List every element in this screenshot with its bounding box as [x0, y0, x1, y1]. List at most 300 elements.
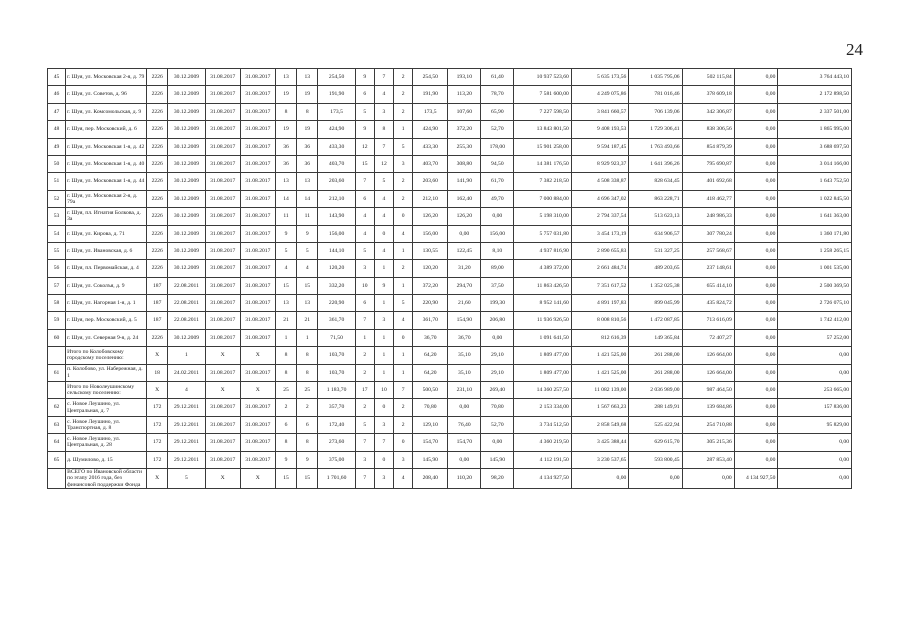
cell-decision-number: X — [147, 382, 168, 399]
cell-decision-date: 24.02.2011 — [168, 364, 205, 381]
cell-apartments-private: 3 — [374, 103, 393, 120]
cell-decision-date: 30.12.2009 — [168, 121, 205, 138]
cell-cost-other: 2 337 501,00 — [778, 103, 852, 120]
cell-address: д. Шумилово, д. 15 — [66, 451, 147, 468]
cell-area-relocated-private: 154,70 — [448, 434, 481, 451]
cell-area-relocated-municipal: 156,00 — [481, 225, 514, 242]
cell-apartments-private: 3 — [374, 468, 393, 488]
cell-cost-region: 1 763 493,66 — [629, 138, 682, 155]
cell-area-relocated-private: 372,20 — [448, 121, 481, 138]
cell-area-relocated-municipal: 29,10 — [481, 347, 514, 364]
cell-decision-date: 30.12.2009 — [168, 242, 205, 259]
cell-area-relocated-private: 76,40 — [448, 416, 481, 433]
cell-decision-date: 1 — [168, 347, 205, 364]
cell-residents-count: 36 — [275, 138, 296, 155]
cell-address: г. Шуя, ул. Нагорная 1-я, д. 1 — [66, 295, 147, 312]
cell-cost-other: 95 829,00 — [778, 416, 852, 433]
cell-area-relocated-private: 21,60 — [448, 295, 481, 312]
cell-cost-extra: 0,00 — [734, 416, 778, 433]
cell-row-number: 50 — [48, 155, 66, 172]
cell-decision-number: 2226 — [147, 121, 168, 138]
cell-area-relocated-private: 255,30 — [448, 138, 481, 155]
cell-area-relocated-municipal: 8,10 — [481, 242, 514, 259]
cell-cost-extra: 0,00 — [734, 312, 778, 329]
cell-planned-resettlement-date: X — [205, 347, 240, 364]
cell-actual-resettlement-date: 31.08.2017 — [240, 86, 275, 103]
cell-cost-region: 1 035 795,06 — [629, 69, 682, 86]
table-row — [48, 138, 852, 155]
cell-residents-count: 15 — [275, 277, 296, 294]
cell-area-relocated-private: 122,45 — [448, 242, 481, 259]
cell-area-relocated-municipal: 70,80 — [481, 399, 514, 416]
cell-actual-resettlement-date: 31.08.2017 — [240, 173, 275, 190]
cell-actual-resettlement-date: 31.08.2017 — [240, 225, 275, 242]
cell-row-number: 55 — [48, 242, 66, 259]
cell-decision-number: 2226 — [147, 242, 168, 259]
cell-residents-relocated: 8 — [297, 103, 318, 120]
cell-cost-fund: 11 082 139,00 — [571, 382, 629, 399]
cell-decision-number: 172 — [147, 451, 168, 468]
cell-cost-municipal: 257 568,67 — [682, 242, 734, 259]
cell-actual-resettlement-date: 31.08.2017 — [240, 121, 275, 138]
table-body — [48, 69, 852, 489]
cell-cost-total: 5 757 031,80 — [514, 225, 572, 242]
cell-actual-resettlement-date: 31.08.2017 — [240, 399, 275, 416]
cell-area-relocated-total: 64,20 — [413, 347, 448, 364]
table-subtotal-row — [48, 468, 852, 488]
cell-planned-resettlement-date: 31.08.2017 — [205, 173, 240, 190]
cell-cost-total: 7 382 218,50 — [514, 173, 572, 190]
cell-decision-date: 29.12.2011 — [168, 434, 205, 451]
cell-area-relocated-municipal: 78,70 — [481, 86, 514, 103]
cell-apartments-total: 15 — [355, 155, 374, 172]
cell-row-number — [48, 468, 66, 488]
cell-cost-extra: 0,00 — [734, 121, 778, 138]
cell-residents-relocated: 8 — [297, 347, 318, 364]
cell-cost-fund: 4 508 338,87 — [571, 173, 629, 190]
cell-cost-total: 4 389 372,00 — [514, 260, 572, 277]
cell-row-number: 64 — [48, 434, 66, 451]
cell-residents-relocated: 36 — [297, 138, 318, 155]
cell-cost-extra: 0,00 — [734, 86, 778, 103]
cell-area-relocated-municipal: 199,30 — [481, 295, 514, 312]
cell-actual-resettlement-date: 31.08.2017 — [240, 103, 275, 120]
cell-address: г. Шуя, ул. Ивановская, д. 6 — [66, 242, 147, 259]
cell-decision-date: 30.12.2009 — [168, 69, 205, 86]
cell-cost-region: 261 288,00 — [629, 347, 682, 364]
cell-address: с. Новое Леушино, ул. Транспортная, д. 8 — [66, 416, 147, 433]
cell-apartments-private: 7 — [374, 69, 393, 86]
cell-apartments-total: 5 — [355, 242, 374, 259]
cell-apartments-total: 9 — [355, 69, 374, 86]
cell-residents-relocated: 6 — [297, 416, 318, 433]
cell-planned-resettlement-date: 31.08.2017 — [205, 155, 240, 172]
cell-residents-relocated: 8 — [297, 364, 318, 381]
cell-area-relocated-municipal: 52,70 — [481, 121, 514, 138]
cell-cost-extra: 0,00 — [734, 277, 778, 294]
cell-actual-resettlement-date: X — [240, 468, 275, 488]
cell-apartments-total: 5 — [355, 103, 374, 120]
cell-cost-other: 1 643 752,50 — [778, 173, 852, 190]
cell-area-relocated-private: 154,90 — [448, 312, 481, 329]
cell-decision-number: 2226 — [147, 138, 168, 155]
cell-planned-resettlement-date: 31.08.2017 — [205, 295, 240, 312]
cell-cost-region: 1 641 396,26 — [629, 155, 682, 172]
cell-apartments-municipal: 4 — [394, 468, 413, 488]
cell-apartments-private: 0 — [374, 225, 393, 242]
cell-area-total: 143,90 — [318, 208, 355, 225]
cell-apartments-total: 10 — [355, 277, 374, 294]
cell-residents-count: 11 — [275, 208, 296, 225]
cell-apartments-municipal: 0 — [394, 434, 413, 451]
cell-planned-resettlement-date: 31.08.2017 — [205, 364, 240, 381]
cell-area-relocated-total: 212,10 — [413, 190, 448, 207]
cell-residents-relocated: 13 — [297, 295, 318, 312]
cell-area-relocated-private: 231,10 — [448, 382, 481, 399]
table-row — [48, 208, 852, 225]
cell-area-relocated-total: 36,70 — [413, 329, 448, 346]
cell-apartments-private: 1 — [374, 260, 393, 277]
cell-area-relocated-private: 294,70 — [448, 277, 481, 294]
cell-area-relocated-total: 154,70 — [413, 434, 448, 451]
cell-cost-other: 0,00 — [778, 434, 852, 451]
cell-area-total: 433,30 — [318, 138, 355, 155]
cell-planned-resettlement-date: 31.08.2017 — [205, 416, 240, 433]
cell-cost-municipal: 435 824,72 — [682, 295, 734, 312]
cell-area-total: 1 183,70 — [318, 382, 355, 399]
cell-residents-count: 21 — [275, 312, 296, 329]
cell-apartments-total: 2 — [355, 347, 374, 364]
cell-cost-fund: 3 841 660,57 — [571, 103, 629, 120]
cell-planned-resettlement-date: 31.08.2017 — [205, 86, 240, 103]
cell-cost-other: 253 665,00 — [778, 382, 852, 399]
cell-area-relocated-municipal: 61,40 — [481, 69, 514, 86]
cell-decision-date: 30.12.2009 — [168, 155, 205, 172]
cell-decision-number: 187 — [147, 277, 168, 294]
cell-apartments-total: 2 — [355, 364, 374, 381]
cell-planned-resettlement-date: X — [205, 468, 240, 488]
cell-decision-number: 172 — [147, 399, 168, 416]
cell-apartments-total: 17 — [355, 382, 374, 399]
cell-planned-resettlement-date: 31.08.2017 — [205, 103, 240, 120]
cell-row-number: 60 — [48, 329, 66, 346]
cell-decision-number: 187 — [147, 295, 168, 312]
cell-area-relocated-private: 0,00 — [448, 225, 481, 242]
cell-actual-resettlement-date: 31.08.2017 — [240, 277, 275, 294]
cell-area-relocated-municipal: 178,00 — [481, 138, 514, 155]
cell-residents-relocated: 14 — [297, 190, 318, 207]
cell-cost-region: 828 634,45 — [629, 173, 682, 190]
cell-residents-relocated: 8 — [297, 434, 318, 451]
cell-area-relocated-municipal: 0,00 — [481, 329, 514, 346]
cell-residents-relocated: 1 — [297, 329, 318, 346]
cell-cost-fund: 4 891 197,83 — [571, 295, 629, 312]
cell-apartments-total: 7 — [355, 434, 374, 451]
cell-cost-extra: 0,00 — [734, 155, 778, 172]
cell-actual-resettlement-date: X — [240, 382, 275, 399]
cell-apartments-municipal: 3 — [394, 451, 413, 468]
cell-area-relocated-municipal: 65,90 — [481, 103, 514, 120]
cell-apartments-municipal: 1 — [394, 242, 413, 259]
cell-decision-date: 30.12.2009 — [168, 225, 205, 242]
cell-address: г. Шуя, ул. Комсомольская, д. 9 — [66, 103, 147, 120]
cell-cost-other: 157 836,00 — [778, 399, 852, 416]
cell-apartments-municipal: 2 — [394, 69, 413, 86]
cell-area-total: 172,40 — [318, 416, 355, 433]
cell-apartments-private: 5 — [374, 173, 393, 190]
cell-residents-count: 19 — [275, 121, 296, 138]
cell-apartments-private: 4 — [374, 242, 393, 259]
table-subtotal-row — [48, 382, 852, 399]
cell-cost-municipal: 305 215,36 — [682, 434, 734, 451]
cell-cost-region: 781 016,46 — [629, 86, 682, 103]
cell-apartments-total: 7 — [355, 468, 374, 488]
cell-cost-total: 4 134 927,50 — [514, 468, 572, 488]
cell-area-relocated-total: 203,60 — [413, 173, 448, 190]
cell-residents-relocated: 19 — [297, 121, 318, 138]
cell-decision-number: X — [147, 468, 168, 488]
cell-cost-total: 7 000 884,00 — [514, 190, 572, 207]
cell-cost-other: 0,00 — [778, 451, 852, 468]
cell-planned-resettlement-date: 31.08.2017 — [205, 260, 240, 277]
table-row — [48, 364, 852, 381]
cell-residents-count: 8 — [275, 434, 296, 451]
cell-residents-relocated: 9 — [297, 451, 318, 468]
cell-area-relocated-municipal: 206,80 — [481, 312, 514, 329]
cell-apartments-private: 0 — [374, 399, 393, 416]
cell-row-number: 53 — [48, 208, 66, 225]
cell-residents-relocated: 11 — [297, 208, 318, 225]
table-row — [48, 434, 852, 451]
cell-row-number — [48, 347, 66, 364]
cell-area-total: 156,00 — [318, 225, 355, 242]
cell-cost-municipal: 655 414,10 — [682, 277, 734, 294]
table-row — [48, 329, 852, 346]
cell-area-relocated-total: 191,90 — [413, 86, 448, 103]
cell-cost-municipal: 0,00 — [682, 468, 734, 488]
cell-area-relocated-total: 361,70 — [413, 312, 448, 329]
cell-residents-count: 13 — [275, 295, 296, 312]
cell-area-relocated-municipal: 37,50 — [481, 277, 514, 294]
cell-area-relocated-total: 156,00 — [413, 225, 448, 242]
cell-cost-region: 2 036 989,00 — [629, 382, 682, 399]
cell-decision-number: 172 — [147, 416, 168, 433]
cell-cost-other: 1 641 363,00 — [778, 208, 852, 225]
cell-cost-region: 634 906,57 — [629, 225, 682, 242]
cell-apartments-total: 7 — [355, 173, 374, 190]
cell-apartments-private: 9 — [374, 277, 393, 294]
cell-row-number: 52 — [48, 190, 66, 207]
cell-planned-resettlement-date: X — [205, 382, 240, 399]
cell-cost-extra: 0,00 — [734, 208, 778, 225]
cell-address: п. Колобово, ул. Набережная, д. 1 — [66, 364, 147, 381]
cell-decision-number: 2226 — [147, 173, 168, 190]
cell-area-relocated-municipal: 94,50 — [481, 155, 514, 172]
cell-row-number: 58 — [48, 295, 66, 312]
cell-apartments-total: 6 — [355, 295, 374, 312]
cell-planned-resettlement-date: 31.08.2017 — [205, 242, 240, 259]
cell-apartments-municipal: 1 — [394, 121, 413, 138]
cell-cost-municipal: 795 690,87 — [682, 155, 734, 172]
cell-row-number: 54 — [48, 225, 66, 242]
cell-apartments-total: 12 — [355, 138, 374, 155]
cell-planned-resettlement-date: 31.08.2017 — [205, 121, 240, 138]
cell-address: г. Шуя, пер. Московский, д. 5 — [66, 312, 147, 329]
cell-area-total: 103,70 — [318, 364, 355, 381]
cell-cost-extra: 0,00 — [734, 242, 778, 259]
cell-cost-other: 2 172 898,50 — [778, 86, 852, 103]
cell-area-relocated-municipal: 98,20 — [481, 468, 514, 488]
cell-area-total: 71,50 — [318, 329, 355, 346]
cell-cost-region: 1 729 306,41 — [629, 121, 682, 138]
cell-residents-count: 1 — [275, 329, 296, 346]
cell-area-relocated-total: 70,80 — [413, 399, 448, 416]
cell-residents-count: 2 — [275, 399, 296, 416]
cell-area-relocated-total: 64,20 — [413, 364, 448, 381]
cell-cost-total: 2 153 334,00 — [514, 399, 572, 416]
cell-residents-count: 36 — [275, 155, 296, 172]
cell-cost-fund: 4 249 075,86 — [571, 86, 629, 103]
cell-decision-date: 29.12.2011 — [168, 399, 205, 416]
cell-cost-other: 0,00 — [778, 347, 852, 364]
cell-apartments-municipal: 4 — [394, 225, 413, 242]
cell-residents-count: 9 — [275, 451, 296, 468]
cell-decision-number: 172 — [147, 434, 168, 451]
cell-cost-other: 57 252,00 — [778, 329, 852, 346]
cell-cost-region: 1 472 087,85 — [629, 312, 682, 329]
cell-row-number: 47 — [48, 103, 66, 120]
cell-area-relocated-private: 193,10 — [448, 69, 481, 86]
cell-planned-resettlement-date: 31.08.2017 — [205, 312, 240, 329]
cell-row-number — [48, 382, 66, 399]
cell-residents-count: 13 — [275, 173, 296, 190]
cell-decision-number: X — [147, 347, 168, 364]
cell-planned-resettlement-date: 31.08.2017 — [205, 399, 240, 416]
cell-area-total: 120,20 — [318, 260, 355, 277]
cell-row-number: 49 — [48, 138, 66, 155]
cell-residents-count: 8 — [275, 364, 296, 381]
cell-cost-extra: 0,00 — [734, 103, 778, 120]
cell-cost-region: 288 149,91 — [629, 399, 682, 416]
cell-cost-total: 4 112 191,50 — [514, 451, 572, 468]
cell-cost-municipal: 139 684,86 — [682, 399, 734, 416]
cell-planned-resettlement-date: 31.08.2017 — [205, 329, 240, 346]
cell-residents-relocated: 15 — [297, 277, 318, 294]
cell-cost-extra: 0,00 — [734, 295, 778, 312]
cell-residents-relocated: 2 — [297, 399, 318, 416]
cell-row-number: 62 — [48, 399, 66, 416]
cell-cost-region: 706 139,06 — [629, 103, 682, 120]
cell-planned-resettlement-date: 31.08.2017 — [205, 277, 240, 294]
cell-cost-region: 593 800,45 — [629, 451, 682, 468]
cell-decision-number: 2226 — [147, 260, 168, 277]
cell-apartments-municipal: 2 — [394, 260, 413, 277]
cell-area-relocated-total: 254,50 — [413, 69, 448, 86]
cell-cost-fund: 0,00 — [571, 468, 629, 488]
cell-area-relocated-total: 208,40 — [413, 468, 448, 488]
cell-address: с. Новое Леушино, ул. Центральная, д. 7 — [66, 399, 147, 416]
cell-cost-total: 4 360 219,50 — [514, 434, 572, 451]
cell-cost-extra: 0,00 — [734, 434, 778, 451]
cell-apartments-municipal: 0 — [394, 329, 413, 346]
cell-residents-count: 6 — [275, 416, 296, 433]
cell-cost-municipal: 401 692,68 — [682, 173, 734, 190]
cell-address: Итого по Новолеушинскому сельскому поселению: — [66, 382, 147, 399]
cell-cost-fund: 1 421 525,00 — [571, 347, 629, 364]
cell-apartments-private: 1 — [374, 329, 393, 346]
cell-apartments-municipal: 2 — [394, 416, 413, 433]
cell-apartments-total: 6 — [355, 86, 374, 103]
cell-cost-region: 261 288,00 — [629, 364, 682, 381]
cell-cost-extra: 0,00 — [734, 364, 778, 381]
cell-apartments-private: 3 — [374, 312, 393, 329]
cell-apartments-private: 8 — [374, 121, 393, 138]
cell-cost-extra: 0,00 — [734, 190, 778, 207]
cell-address: ВСЕГО по Ивановской области по этапу 2016 года, без финансовой поддержки Фонда — [66, 468, 147, 488]
cell-apartments-municipal: 1 — [394, 347, 413, 364]
cell-area-relocated-private: 110,20 — [448, 468, 481, 488]
cell-residents-relocated: 5 — [297, 242, 318, 259]
cell-cost-region: 1 352 025,38 — [629, 277, 682, 294]
cell-apartments-total: 4 — [355, 208, 374, 225]
cell-decision-number: 2226 — [147, 190, 168, 207]
cell-apartments-private: 4 — [374, 190, 393, 207]
cell-cost-extra: 0,00 — [734, 347, 778, 364]
cell-cost-fund: 8 008 810,56 — [571, 312, 629, 329]
cell-cost-total: 11 863 426,50 — [514, 277, 572, 294]
cell-actual-resettlement-date: 31.08.2017 — [240, 260, 275, 277]
cell-cost-region: 525 422,94 — [629, 416, 682, 433]
cell-cost-fund: 9 408 193,53 — [571, 121, 629, 138]
cell-address: г. Шуя, ул. Московская 1-я, д. 42 — [66, 138, 147, 155]
cell-cost-other: 0,00 — [778, 364, 852, 381]
cell-cost-fund: 3 425 388,44 — [571, 434, 629, 451]
table-row — [48, 190, 852, 207]
cell-cost-other: 1 022 845,50 — [778, 190, 852, 207]
cell-apartments-private: 7 — [374, 138, 393, 155]
table-row — [48, 103, 852, 120]
cell-cost-municipal: 378 609,18 — [682, 86, 734, 103]
cell-area-relocated-municipal: 29,10 — [481, 364, 514, 381]
cell-cost-extra: 0,00 — [734, 399, 778, 416]
cell-planned-resettlement-date: 31.08.2017 — [205, 451, 240, 468]
cell-residents-count: 5 — [275, 242, 296, 259]
cell-decision-date: 29.12.2011 — [168, 416, 205, 433]
cell-area-total: 1 701,60 — [318, 468, 355, 488]
cell-apartments-municipal: 7 — [394, 382, 413, 399]
table-row — [48, 416, 852, 433]
cell-planned-resettlement-date: 31.08.2017 — [205, 434, 240, 451]
table-row — [48, 451, 852, 468]
cell-residents-relocated: 15 — [297, 468, 318, 488]
cell-apartments-total: 7 — [355, 312, 374, 329]
cell-cost-total: 10 937 523,60 — [514, 69, 572, 86]
cell-decision-number: 18 — [147, 364, 168, 381]
cell-area-total: 191,90 — [318, 86, 355, 103]
table-row — [48, 225, 852, 242]
cell-area-relocated-total: 372,20 — [413, 277, 448, 294]
cell-area-relocated-municipal: 269,40 — [481, 382, 514, 399]
cell-planned-resettlement-date: 31.08.2017 — [205, 190, 240, 207]
cell-row-number: 65 — [48, 451, 66, 468]
cell-cost-other: 1 865 995,00 — [778, 121, 852, 138]
cell-cost-total: 7 581 600,00 — [514, 86, 572, 103]
cell-apartments-municipal: 5 — [394, 295, 413, 312]
cell-area-total: 375,00 — [318, 451, 355, 468]
cell-actual-resettlement-date: 31.08.2017 — [240, 364, 275, 381]
cell-cost-municipal: 248 986,33 — [682, 208, 734, 225]
cell-decision-date: 30.12.2009 — [168, 86, 205, 103]
